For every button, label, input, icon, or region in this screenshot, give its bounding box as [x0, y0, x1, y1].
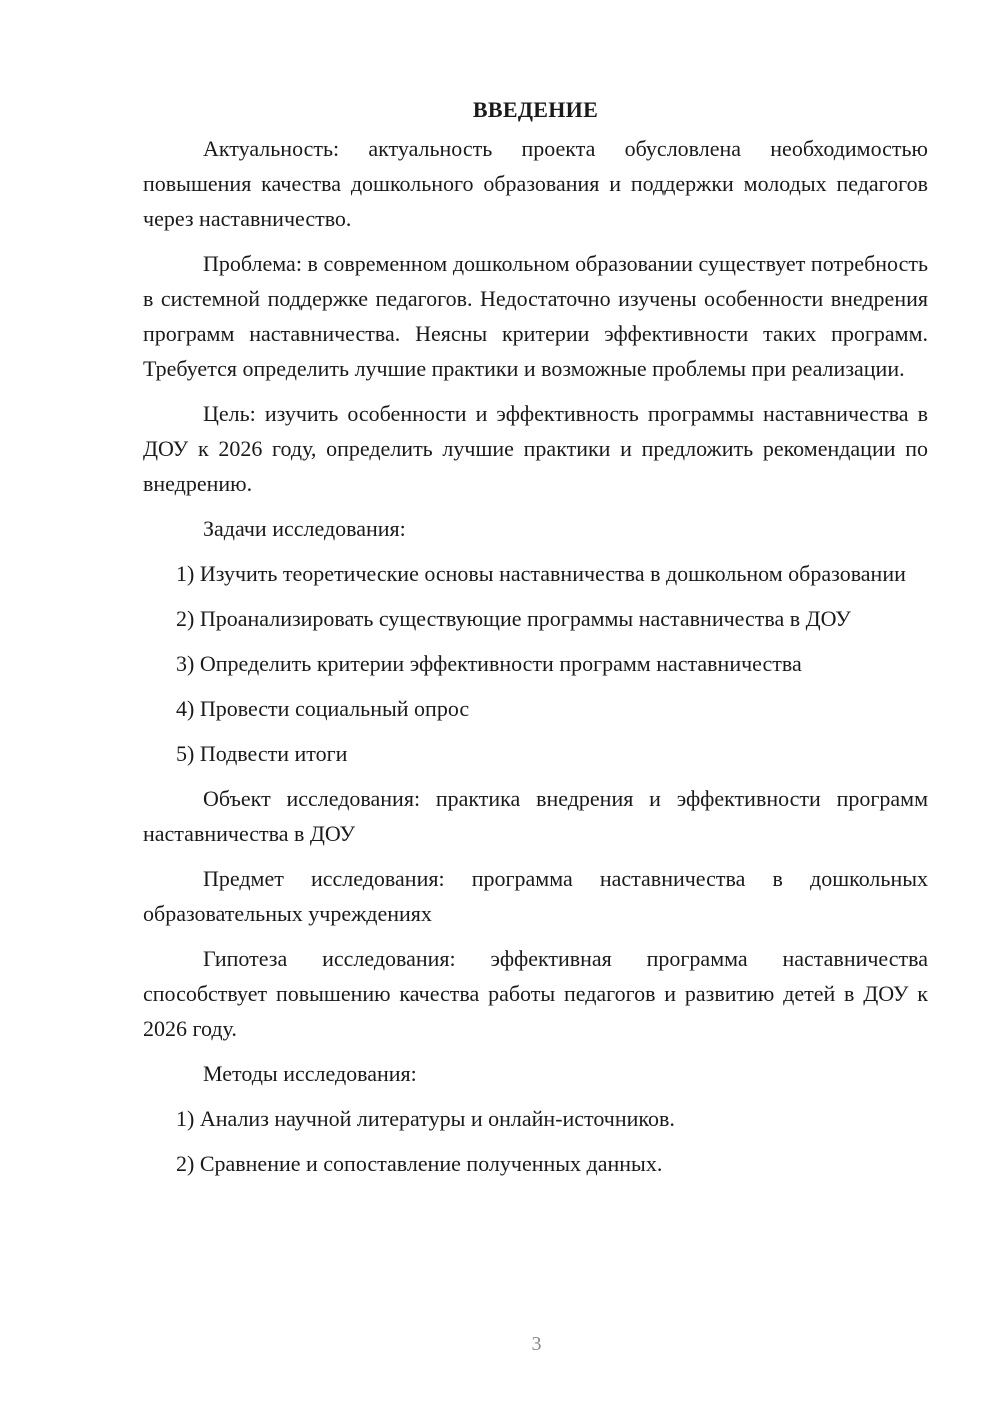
section-title: ВВЕДЕНИЕ: [472, 97, 599, 122]
task-item-5: 5) Подвести итоги: [176, 741, 348, 766]
problem-paragraph: Проблема: в современном дошкольном образовании существует потребность в системной поддержке педагогов. Недостаточно изучены особенности внедрения программ наставничества. Неясны критерии эффективности таких программ. Требуется определить лучшие практики и возможные проблемы при реализации.: [143, 251, 928, 381]
task-item-4: 4) Провести социальный опрос: [176, 696, 470, 721]
task-item-3: 3) Определить критерии эффективности программ наставничества: [176, 651, 802, 676]
document-body: [143, 92, 928, 1191]
task-item-2: 2) Проанализировать существующие программы наставничества в ДОУ: [176, 606, 851, 631]
hypothesis-paragraph: Гипотеза исследования: эффективная программа наставничества способствует повышению качества работы педагогов и развитию детей в ДОУ к 2026 году.: [143, 946, 928, 1041]
relevance-paragraph: Актуальность: актуальность проекта обусловлена необходимостью повышения качества дошкольного образования и поддержки молодых педагогов через наставничество.: [143, 136, 928, 231]
tasks-heading: Задачи исследования:: [203, 516, 406, 541]
methods-heading: Методы исследования:: [203, 1061, 417, 1086]
subject-paragraph: Предмет исследования: программа наставничества в дошкольных образовательных учреждениях: [143, 866, 928, 926]
task-item-1: 1) Изучить теоретические основы наставничества в дошкольном образовании: [176, 561, 906, 586]
goal-paragraph: Цель: изучить особенности и эффективность программы наставничества в ДОУ к 2026 году, определить лучшие практики и предложить рекомендации по внедрению.: [143, 401, 928, 496]
page-number: 3: [531, 1333, 542, 1355]
method-item-1: 1) Анализ научной литературы и онлайн-источников.: [176, 1106, 675, 1131]
method-item-2: 2) Сравнение и сопоставление полученных данных.: [176, 1151, 663, 1176]
object-paragraph: Объект исследования: практика внедрения и эффективности программ наставничества в ДОУ: [143, 786, 928, 846]
